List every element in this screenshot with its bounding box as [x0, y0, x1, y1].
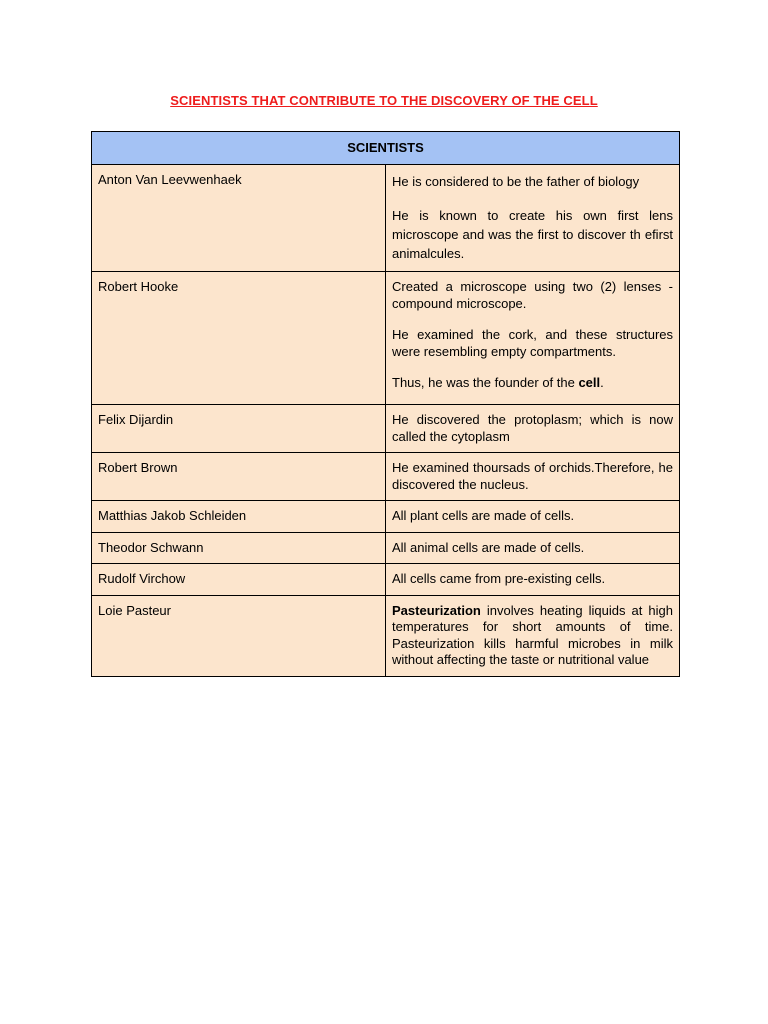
scientist-name: Loie Pasteur — [92, 595, 386, 676]
table-row — [92, 453, 680, 501]
scientist-contribution — [386, 564, 680, 596]
contribution-paragraph — [392, 206, 673, 263]
paragraph-text: All animal cells are made of cells. — [392, 539, 585, 555]
scientist-contribution — [386, 405, 680, 453]
contribution-paragraph — [392, 172, 673, 191]
scientist-contribution — [386, 165, 680, 272]
contribution-paragraph — [392, 540, 673, 557]
paragraph-text: He discovered the protoplasm; which is now called the cytoplasm — [392, 412, 674, 444]
contribution-paragraph — [392, 412, 673, 445]
table-row — [92, 501, 680, 533]
paragraph-text: Created a microscope using two (2) lenses - compound microscope. — [392, 279, 674, 311]
scientist-name: Felix Dijardin — [92, 405, 386, 453]
contribution-paragraph — [392, 603, 673, 669]
table-row — [92, 595, 680, 676]
scientist-name: Matthias Jakob Schleiden — [92, 501, 386, 533]
contribution-paragraph — [392, 508, 673, 525]
scientist-name: Rudolf Virchow — [92, 564, 386, 596]
table-row — [92, 532, 680, 564]
scientist-contribution — [386, 595, 680, 676]
scientist-contribution — [386, 532, 680, 564]
scientist-name: Anton Van Leevwenhaek — [92, 165, 386, 272]
paragraph-text: He is known to create his own first lens microscope and was the first to discover th efirst animalcules. — [392, 208, 674, 261]
scientist-name: Robert Brown — [92, 453, 386, 501]
paragraph-text: He examined the cork, and these structures were resembling empty compartments. — [392, 327, 674, 359]
paragraph-text: He is considered to be the father of biology — [392, 174, 640, 189]
contribution-paragraph — [392, 279, 673, 312]
paragraph-text: Thus, he was the founder of the — [392, 375, 579, 390]
paragraph-text: He examined thoursads of orchids.Therefore, he discovered the nucleus. — [392, 460, 674, 492]
scientist-contribution — [386, 501, 680, 533]
paragraph-text: All plant cells are made of cells. — [392, 508, 575, 523]
table-header-row — [92, 132, 680, 165]
contribution-paragraph — [392, 571, 673, 588]
scientist-name: Theodor Schwann — [92, 532, 386, 564]
paragraph-text: All cells came from pre-existing cells. — [392, 571, 606, 586]
paragraph-text: . — [600, 375, 604, 390]
contribution-paragraph — [392, 375, 673, 392]
table-row — [92, 272, 680, 405]
bold-term: Pasteurization — [392, 602, 481, 618]
paragraph-text: involves heating liquids at high temperatures for short amounts of time. Pasteurization kills harmful microbes in milk without affecting the taste or nutritional value — [392, 602, 674, 667]
table-row — [92, 165, 680, 272]
table-row — [92, 405, 680, 453]
document-title: SCIENTISTS THAT CONTRIBUTE TO THE DISCOVERY OF THE CELL — [170, 93, 598, 108]
scientist-contribution — [386, 453, 680, 501]
contribution-paragraph — [392, 460, 673, 493]
bold-term: cell — [578, 375, 601, 390]
contribution-paragraph — [392, 327, 673, 360]
table-row — [92, 564, 680, 596]
scientists-table — [91, 131, 680, 677]
scientist-contribution — [386, 272, 680, 405]
scientist-name: Robert Hooke — [92, 272, 386, 405]
table-header-scientists: SCIENTISTS — [92, 132, 680, 165]
